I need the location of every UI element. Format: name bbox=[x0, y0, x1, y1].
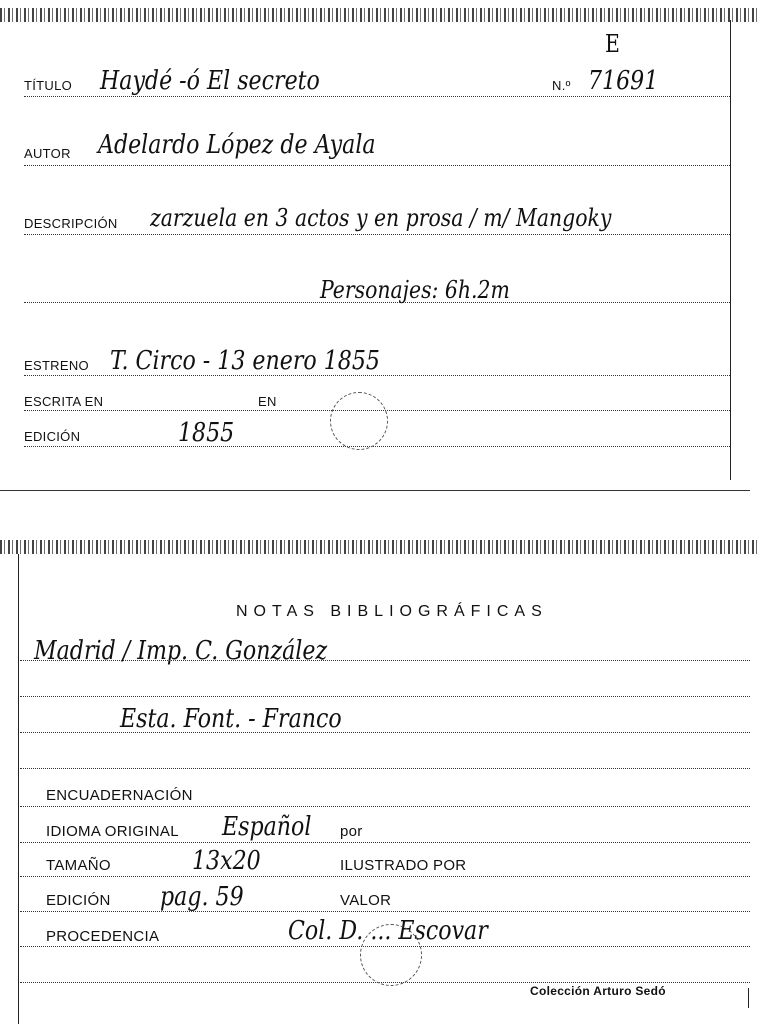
rule bbox=[20, 660, 750, 661]
autor-value: Adelardo López de Ayala bbox=[98, 130, 376, 160]
edicion-label: EDICIÓN bbox=[24, 429, 81, 444]
rule bbox=[24, 96, 730, 97]
descripcion-label: DESCRIPCIÓN bbox=[24, 216, 118, 231]
rule bbox=[24, 446, 730, 447]
estreno-value: T. Circo - 13 enero 1855 bbox=[110, 346, 380, 376]
idioma-label: IDIOMA ORIGINAL bbox=[46, 823, 179, 840]
autor-label: AUTOR bbox=[24, 146, 71, 161]
edicion-value-2: pag. 59 bbox=[160, 882, 244, 912]
titulo-value: Haydé -ó El secreto bbox=[100, 66, 320, 96]
ink-stamp-2 bbox=[360, 924, 422, 986]
valor-label: VALOR bbox=[340, 892, 392, 909]
rule bbox=[20, 696, 750, 697]
rule bbox=[20, 806, 750, 807]
titulo-label: TÍTULO bbox=[24, 78, 73, 93]
por-label: por bbox=[340, 823, 363, 840]
procedencia-value: Col. D. ... Escovar bbox=[288, 916, 488, 946]
procedencia-label: PROCEDENCIA bbox=[46, 928, 160, 945]
tamano-value: 13x20 bbox=[192, 846, 261, 876]
rule bbox=[20, 768, 750, 769]
rule bbox=[20, 911, 750, 912]
rule bbox=[24, 165, 730, 166]
encuadernacion-label: ENCUADERNACIÓN bbox=[46, 787, 193, 804]
idioma-value: Español bbox=[222, 812, 312, 842]
notes-line-2: Esta. Font. - Franco bbox=[120, 704, 342, 734]
descripcion-value: zarzuela en 3 actos y en prosa / m/ Mangoky bbox=[150, 204, 612, 232]
numero-label: N.º bbox=[552, 78, 571, 93]
estreno-label: ESTRENO bbox=[24, 358, 89, 373]
card-2-right-mark bbox=[748, 988, 749, 1008]
category-letter: E bbox=[605, 30, 620, 58]
catalog-card-2 bbox=[0, 540, 759, 1028]
edicion-value: 1855 bbox=[178, 418, 235, 448]
tamano-label: TAMAÑO bbox=[46, 857, 111, 874]
rule bbox=[24, 375, 730, 376]
card-2-top-edge bbox=[0, 540, 759, 554]
numero-value: 71691 bbox=[588, 66, 659, 96]
rule bbox=[20, 842, 750, 843]
card-1-top-edge bbox=[0, 8, 759, 22]
card-1-bottom-line bbox=[0, 490, 750, 491]
card-2-left-border bbox=[18, 554, 19, 1024]
catalog-card-1 bbox=[0, 0, 759, 495]
notes-line-1: Madrid / Imp. C. González bbox=[34, 636, 328, 666]
edicion-label-2: EDICIÓN bbox=[46, 892, 111, 909]
card-1-right-border bbox=[730, 20, 731, 480]
collection-footer: Colección Arturo Sedó bbox=[530, 984, 666, 998]
rule bbox=[20, 876, 750, 877]
escrita-en-label: ESCRITA EN bbox=[24, 394, 104, 409]
ilustrado-label: ILUSTRADO POR bbox=[340, 857, 467, 874]
rule bbox=[20, 732, 750, 733]
ink-stamp bbox=[330, 392, 388, 450]
rule bbox=[24, 234, 730, 235]
notes-title: NOTAS BIBLIOGRÁFICAS bbox=[236, 603, 548, 620]
en-label: EN bbox=[258, 394, 277, 409]
personajes-value: Personajes: 6h.2m bbox=[320, 276, 510, 304]
rule bbox=[24, 302, 730, 303]
